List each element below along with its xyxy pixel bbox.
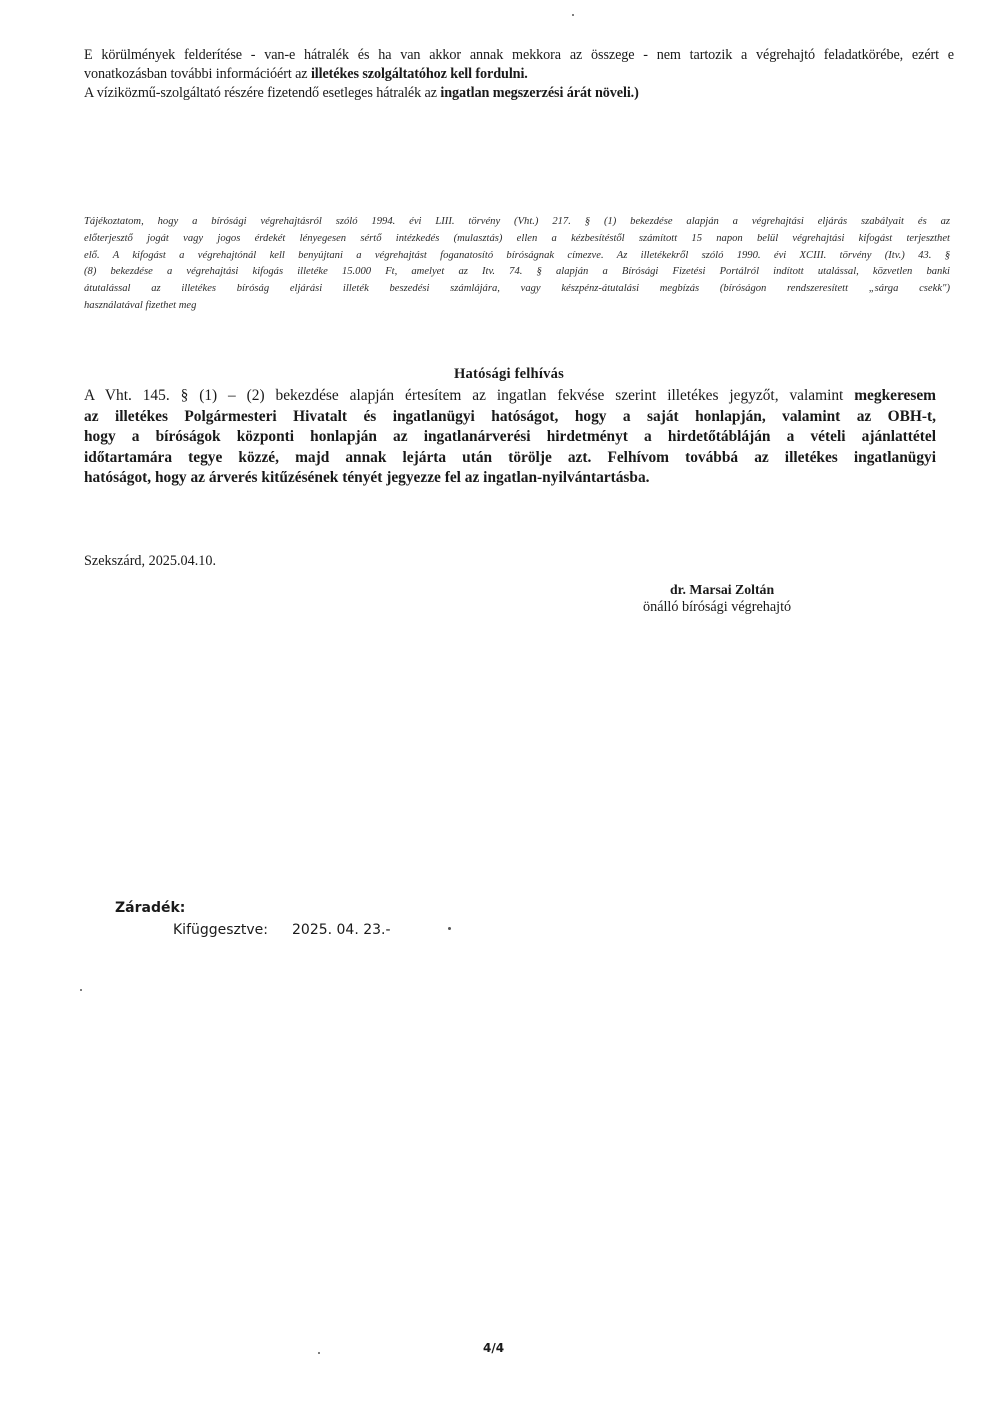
scan-speck [80, 989, 82, 991]
authority-heading: Hatósági felhívás [453, 366, 565, 382]
place-and-date: Szekszárd, 2025.04.10. [84, 553, 216, 569]
intro-line-1: E körülmények felderítése - van-e hátralék és ha van akkor annak mekkora az összege - nem tartozik a végrehajtó feladatkörébe, ezért e [84, 47, 954, 63]
signer-name: dr. Marsai Zoltán [670, 582, 775, 597]
legal-remedy-notice [84, 214, 950, 315]
authority-line-1 [84, 386, 936, 407]
authority-paragraph [84, 386, 936, 489]
notice-line-3: elő. A kifogást a végrehajtónál kell benyújtani a végrehajtást foganatosító bíróságnak címezve. Az illetékekről szóló 1990. évi XCIII. törvény (Itv.) 43. § [84, 249, 950, 261]
page-number: 4/4 [483, 1341, 505, 1355]
authority-line-1-bold: megkeresem [854, 387, 936, 404]
notice-line-2: előterjesztő jogát vagy jogos érdekét lényegesen sértő intézkedés (mulasztás) ellen a kézbesítéstől számított 15 napon belül végrehajtási kifogást terjeszthet [84, 232, 950, 244]
authority-line-5-bold: hatóságot, hogy az árverés kitűzésének tényét jegyezze fel az ingatlan-nyilvántartásba. [84, 469, 650, 486]
scan-speck [448, 927, 451, 930]
authority-line-2-bold: az illetékes Polgármesteri Hivatalt és ingatlanügyi hatóságot, hogy a saját honlapján, valamint az OBH-t, [84, 407, 936, 425]
authority-line-4 [84, 448, 936, 469]
posted-label: Kifüggesztve: [173, 922, 269, 938]
posted-date: 2025. 04. 23.- [292, 922, 391, 938]
notice-line-6: használatával fizethet meg [84, 299, 197, 311]
intro-line-2-text: vonatkozásban további információért az [84, 66, 311, 82]
scan-speck [318, 1352, 320, 1354]
notice-line-1: Tájékoztatom, hogy a bírósági végrehajtásról szóló 1994. évi LIII. törvény (Vht.) 217. § (1) bekezdése alapján a végrehajtási eljárás szabályait és az [84, 216, 950, 227]
notice-line-5: átutalással az illetékes bíróság eljárási illeték beszedési számlájára, vagy készpénz-átutalási megbízás (bíróságon rendszeresített „sárga csekk") [84, 283, 950, 295]
authority-line-2 [84, 407, 936, 428]
authority-line-3 [84, 427, 936, 448]
intro-line-2-bold: illetékes szolgáltatóhoz kell fordulni. [310, 66, 528, 82]
authority-line-5 [84, 468, 936, 489]
intro-paragraph [84, 46, 954, 103]
intro-line-3-text: A víziközmű-szolgáltató részére fizetendő esetleges hátralék az [84, 85, 441, 101]
authority-line-3-bold: hogy a bíróságok központi honlapján az ingatlanárverési hirdetményt a hirdetőtábláján a vételi ajánlattétel [84, 428, 936, 445]
intro-line-3 [84, 84, 954, 103]
authority-line-4-bold: időtartamára tegye közzé, majd annak lejárta után törölje azt. Felhívom továbbá az illetékes ingatlanügyi [84, 448, 936, 466]
intro-line-2 [84, 65, 954, 84]
clause-label: Záradék: [115, 900, 186, 916]
notice-line-4: (8) bekezdése a végrehajtási kifogás illetéke 15.000 Ft, amelyet az Itv. 74. § alapján a Bírósági Fizetési Portálról indított utalással, közvetlen banki [84, 266, 950, 278]
intro-line-3-bold: ingatlan megszerzési árát növeli.) [440, 85, 639, 101]
authority-line-1-text: A Vht. 145. § (1) – (2) bekezdése alapján értesítem az ingatlan fekvése szerint illetékes jegyzőt, valamint [84, 387, 855, 404]
signer-title: önálló bírósági végrehajtó [643, 599, 792, 615]
scan-speck [572, 14, 574, 16]
